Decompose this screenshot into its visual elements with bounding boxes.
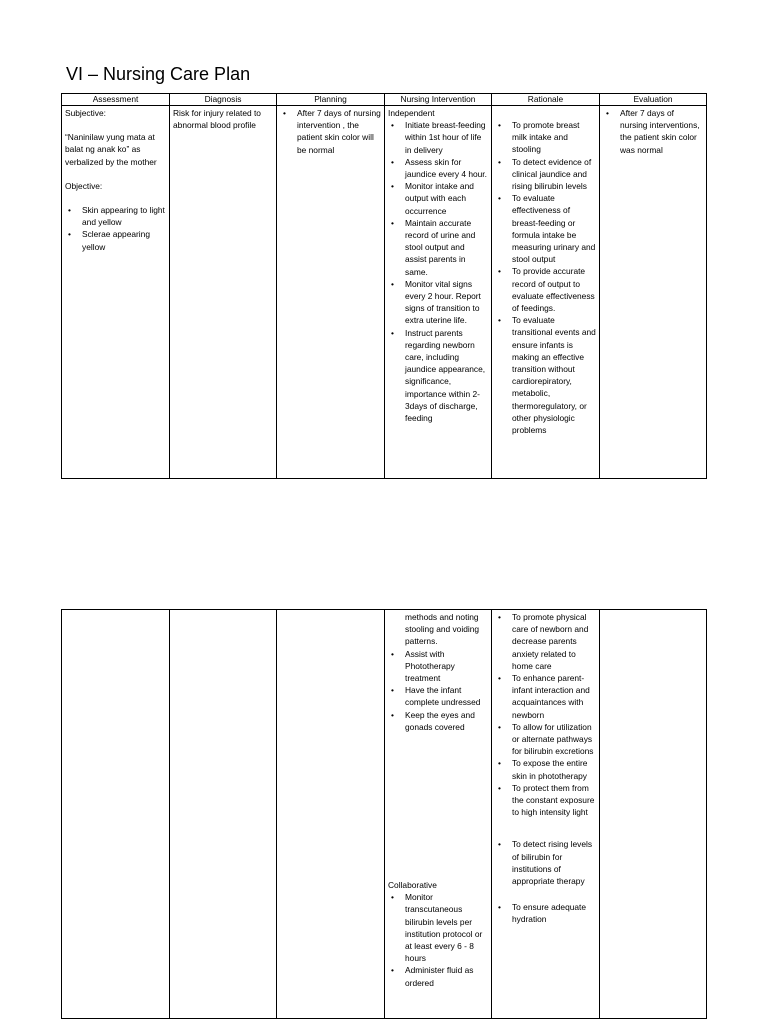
list-item: • Maintain accurate record of urine and stool output and assist parents in same. [388, 217, 488, 278]
intervention-list [388, 648, 488, 733]
list-item: • To allow for utilization or alternate pathways for bilirubin excretions [495, 721, 596, 758]
subjective-quote: “Naninilaw yung mata at balat ng anak ko” as verbalized by the mother [65, 132, 157, 167]
table-row [62, 610, 707, 1019]
evaluation-cell [600, 106, 707, 479]
list-item: • To evaluate effectiveness of breast-feeding or formula intake be measuring urinary and stool output [495, 192, 596, 265]
rationale-list [495, 119, 596, 436]
planning-list [280, 107, 381, 156]
list-item: • Sclerae appearing yellow [65, 228, 166, 252]
objective-label: Objective: [65, 180, 103, 191]
table-row [62, 106, 707, 479]
list-item: • To detect rising levels of bilirubin for institutions of appropriate therapy [495, 838, 596, 887]
independent-label: Independent [388, 108, 435, 118]
objective-list [65, 204, 166, 253]
header-rationale: Rationale [492, 94, 600, 106]
list-item: • After 7 days of nursing intervention , the patient skin color will be normal [280, 107, 381, 156]
list-item: • Monitor vital signs every 2 hour. Report signs of transition to extra uterine life. [388, 278, 488, 327]
diagnosis-cell [170, 106, 277, 479]
planning-cell [277, 106, 385, 479]
list-item: • To evaluate transitional events and ensure infants is making an effective transition without cardiorepiratory, metabolic, thermoregulatory, or other physiologic problems [495, 314, 596, 436]
diagnosis-cell [170, 610, 277, 1019]
list-item: • Monitor transcutaneous bilirubin levels per institution protocol or at least every 6 - 8 hours [388, 891, 488, 964]
page-title: VI – Nursing Care Plan [66, 64, 251, 84]
list-item: • Assess skin for jaundice every 4 hour. [388, 156, 488, 180]
care-plan-table-continued [61, 609, 707, 1019]
list-item: • Initiate breast-feeding within 1st hour of life in delivery [388, 119, 488, 156]
intervention-continued-text: methods and noting stooling and voiding patterns. [405, 612, 480, 647]
assessment-cell [62, 610, 170, 1019]
list-item: • To ensure adequate hydration [495, 901, 596, 925]
evaluation-list [603, 107, 703, 156]
evaluation-cell [600, 610, 707, 1019]
planning-cell [277, 610, 385, 1019]
collaborative-list [388, 891, 488, 989]
header-row [62, 94, 707, 106]
list-item: • Assist with Phototherapy treatment [388, 648, 488, 685]
header-assessment: Assessment [62, 94, 170, 106]
subjective-label: Subjective: [65, 108, 106, 118]
list-item: • To provide accurate record of output to evaluate effectiveness of feedings. [495, 265, 596, 314]
header-evaluation: Evaluation [600, 94, 707, 106]
list-item: • Keep the eyes and gonads covered [388, 709, 488, 733]
header-intervention: Nursing Intervention [385, 94, 492, 106]
assessment-cell [62, 106, 170, 479]
list-item: • To protect them from the constant exposure to high intensity light [495, 782, 596, 819]
header-planning: Planning [277, 94, 385, 106]
list-item: • Instruct parents regarding newborn care, including jaundice appearance, significance, importance within 2-3days of discharge, feeding [388, 327, 488, 425]
list-item: • To expose the entire skin in phototherapy [495, 757, 596, 781]
list-item: • Have the infant complete undressed [388, 684, 488, 708]
intervention-cell [385, 106, 492, 479]
header-diagnosis: Diagnosis [170, 94, 277, 106]
collaborative-label: Collaborative [388, 880, 437, 891]
diagnosis-text: Risk for injury related to abnormal blood profile [173, 108, 261, 131]
collaborative-rationale-list [495, 838, 596, 925]
intervention-list [388, 119, 488, 424]
list-item: • Monitor intake and output with each occurrence [388, 180, 488, 217]
rationale-cell [492, 610, 600, 1019]
rationale-cell [492, 106, 600, 479]
care-plan-table [61, 93, 707, 479]
intervention-cell [385, 610, 492, 1019]
list-item: • To promote physical care of newborn and decrease parents anxiety related to home care [495, 611, 596, 672]
list-item: • After 7 days of nursing interventions, the patient skin color was normal [603, 107, 703, 156]
list-item: • To detect evidence of clinical jaundice and rising bilirubin levels [495, 156, 596, 193]
rationale-list [495, 611, 596, 818]
list-item: • To enhance parent-infant interaction and acquaintances with newborn [495, 672, 596, 721]
list-item: • To promote breast milk intake and stooling [495, 119, 596, 156]
list-item: • Administer fluid as ordered [388, 964, 488, 988]
list-item: • Skin appearing to light and yellow [65, 204, 166, 228]
